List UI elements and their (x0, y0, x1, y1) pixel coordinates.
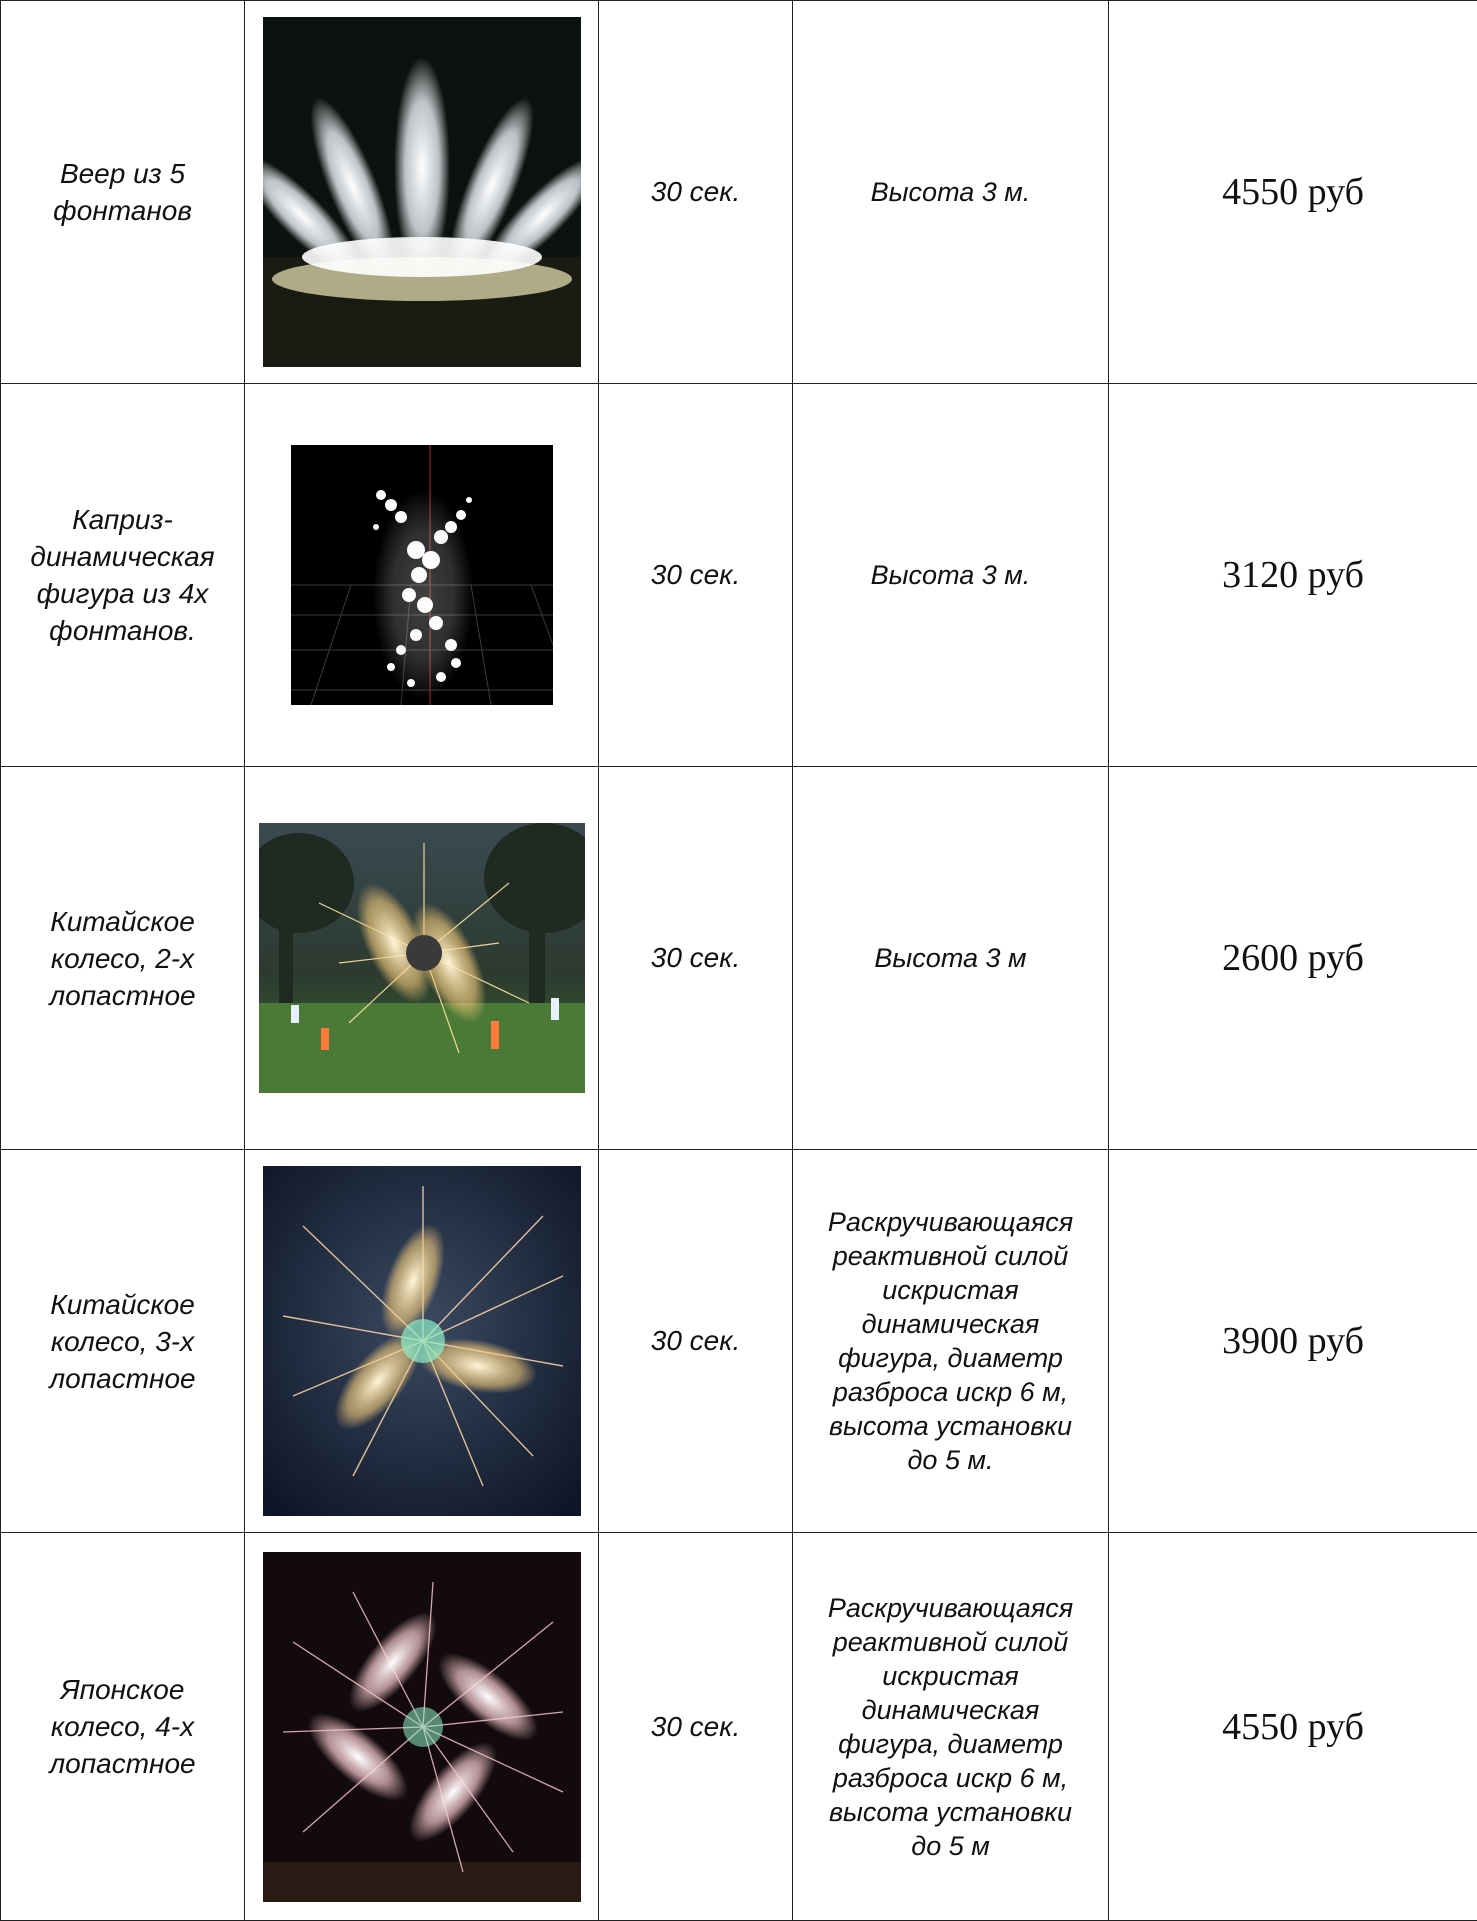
price-cell (1109, 767, 1477, 1150)
item-description: Высота 3 м. (871, 177, 1031, 207)
table-row (1, 1, 1477, 384)
item-name-cell (1, 384, 245, 767)
table-row (1, 384, 1477, 767)
duration-cell (599, 384, 793, 767)
item-image-cell (245, 1, 599, 384)
item-name: Китайское колесо, 3-х лопастное (49, 1289, 195, 1394)
table-row (1, 1150, 1477, 1533)
duration-cell (599, 767, 793, 1150)
price-cell (1109, 1, 1477, 384)
item-name-cell (1, 1, 245, 384)
item-price: 4550 руб (1222, 1706, 1364, 1748)
item-duration: 30 сек. (651, 176, 741, 207)
item-duration: 30 сек. (651, 559, 741, 590)
item-price: 3120 руб (1222, 554, 1364, 596)
duration-cell (599, 1, 793, 384)
item-name: Каприз- динамическая фигура из 4х фонтанов. (30, 504, 214, 646)
price-cell (1109, 1150, 1477, 1533)
description-cell (793, 767, 1109, 1150)
item-name-cell (1, 1150, 245, 1533)
item-description: Высота 3 м (874, 943, 1026, 973)
item-image-cell (245, 1533, 599, 1921)
fan-of-5-fountains-photo (263, 17, 581, 367)
item-image-cell (245, 1150, 599, 1533)
price-cell (1109, 384, 1477, 767)
duration-cell (599, 1150, 793, 1533)
price-cell (1109, 1533, 1477, 1921)
item-duration: 30 сек. (651, 942, 741, 973)
item-name: Японское колесо, 4-х лопастное (49, 1674, 195, 1779)
item-price: 4550 руб (1222, 171, 1364, 213)
chinese-wheel-3-blade-photo (263, 1166, 581, 1516)
item-description: Высота 3 м. (871, 560, 1031, 590)
item-description: Раскручивающаяся реактивной силой искристая динамическая фигура, диаметр разброса искр 6 м, высота установки до 5 м. (828, 1207, 1073, 1475)
description-cell (793, 384, 1109, 767)
item-duration: 30 сек. (651, 1325, 741, 1356)
item-name: Китайское колесо, 2-х лопастное (49, 906, 195, 1011)
item-description: Раскручивающаяся реактивной силой искристая динамическая фигура, диаметр разброса искр 6 м, высота установки до 5 м (828, 1593, 1073, 1861)
item-image-cell (245, 384, 599, 767)
duration-cell (599, 1533, 793, 1921)
japanese-wheel-4-blade-photo (263, 1552, 581, 1902)
item-image-cell (245, 767, 599, 1150)
item-price: 3900 руб (1222, 1320, 1364, 1362)
item-name-cell (1, 767, 245, 1150)
item-duration: 30 сек. (651, 1711, 741, 1742)
description-cell (793, 1150, 1109, 1533)
table-row (1, 767, 1477, 1150)
chinese-wheel-2-blade-photo (259, 823, 585, 1093)
caprice-dynamic-figure-photo (291, 445, 553, 705)
item-price: 2600 руб (1222, 937, 1364, 979)
description-cell (793, 1533, 1109, 1921)
table-row (1, 1533, 1477, 1921)
item-name: Веер из 5 фонтанов (53, 158, 192, 226)
item-name-cell (1, 1533, 245, 1921)
description-cell (793, 1, 1109, 384)
